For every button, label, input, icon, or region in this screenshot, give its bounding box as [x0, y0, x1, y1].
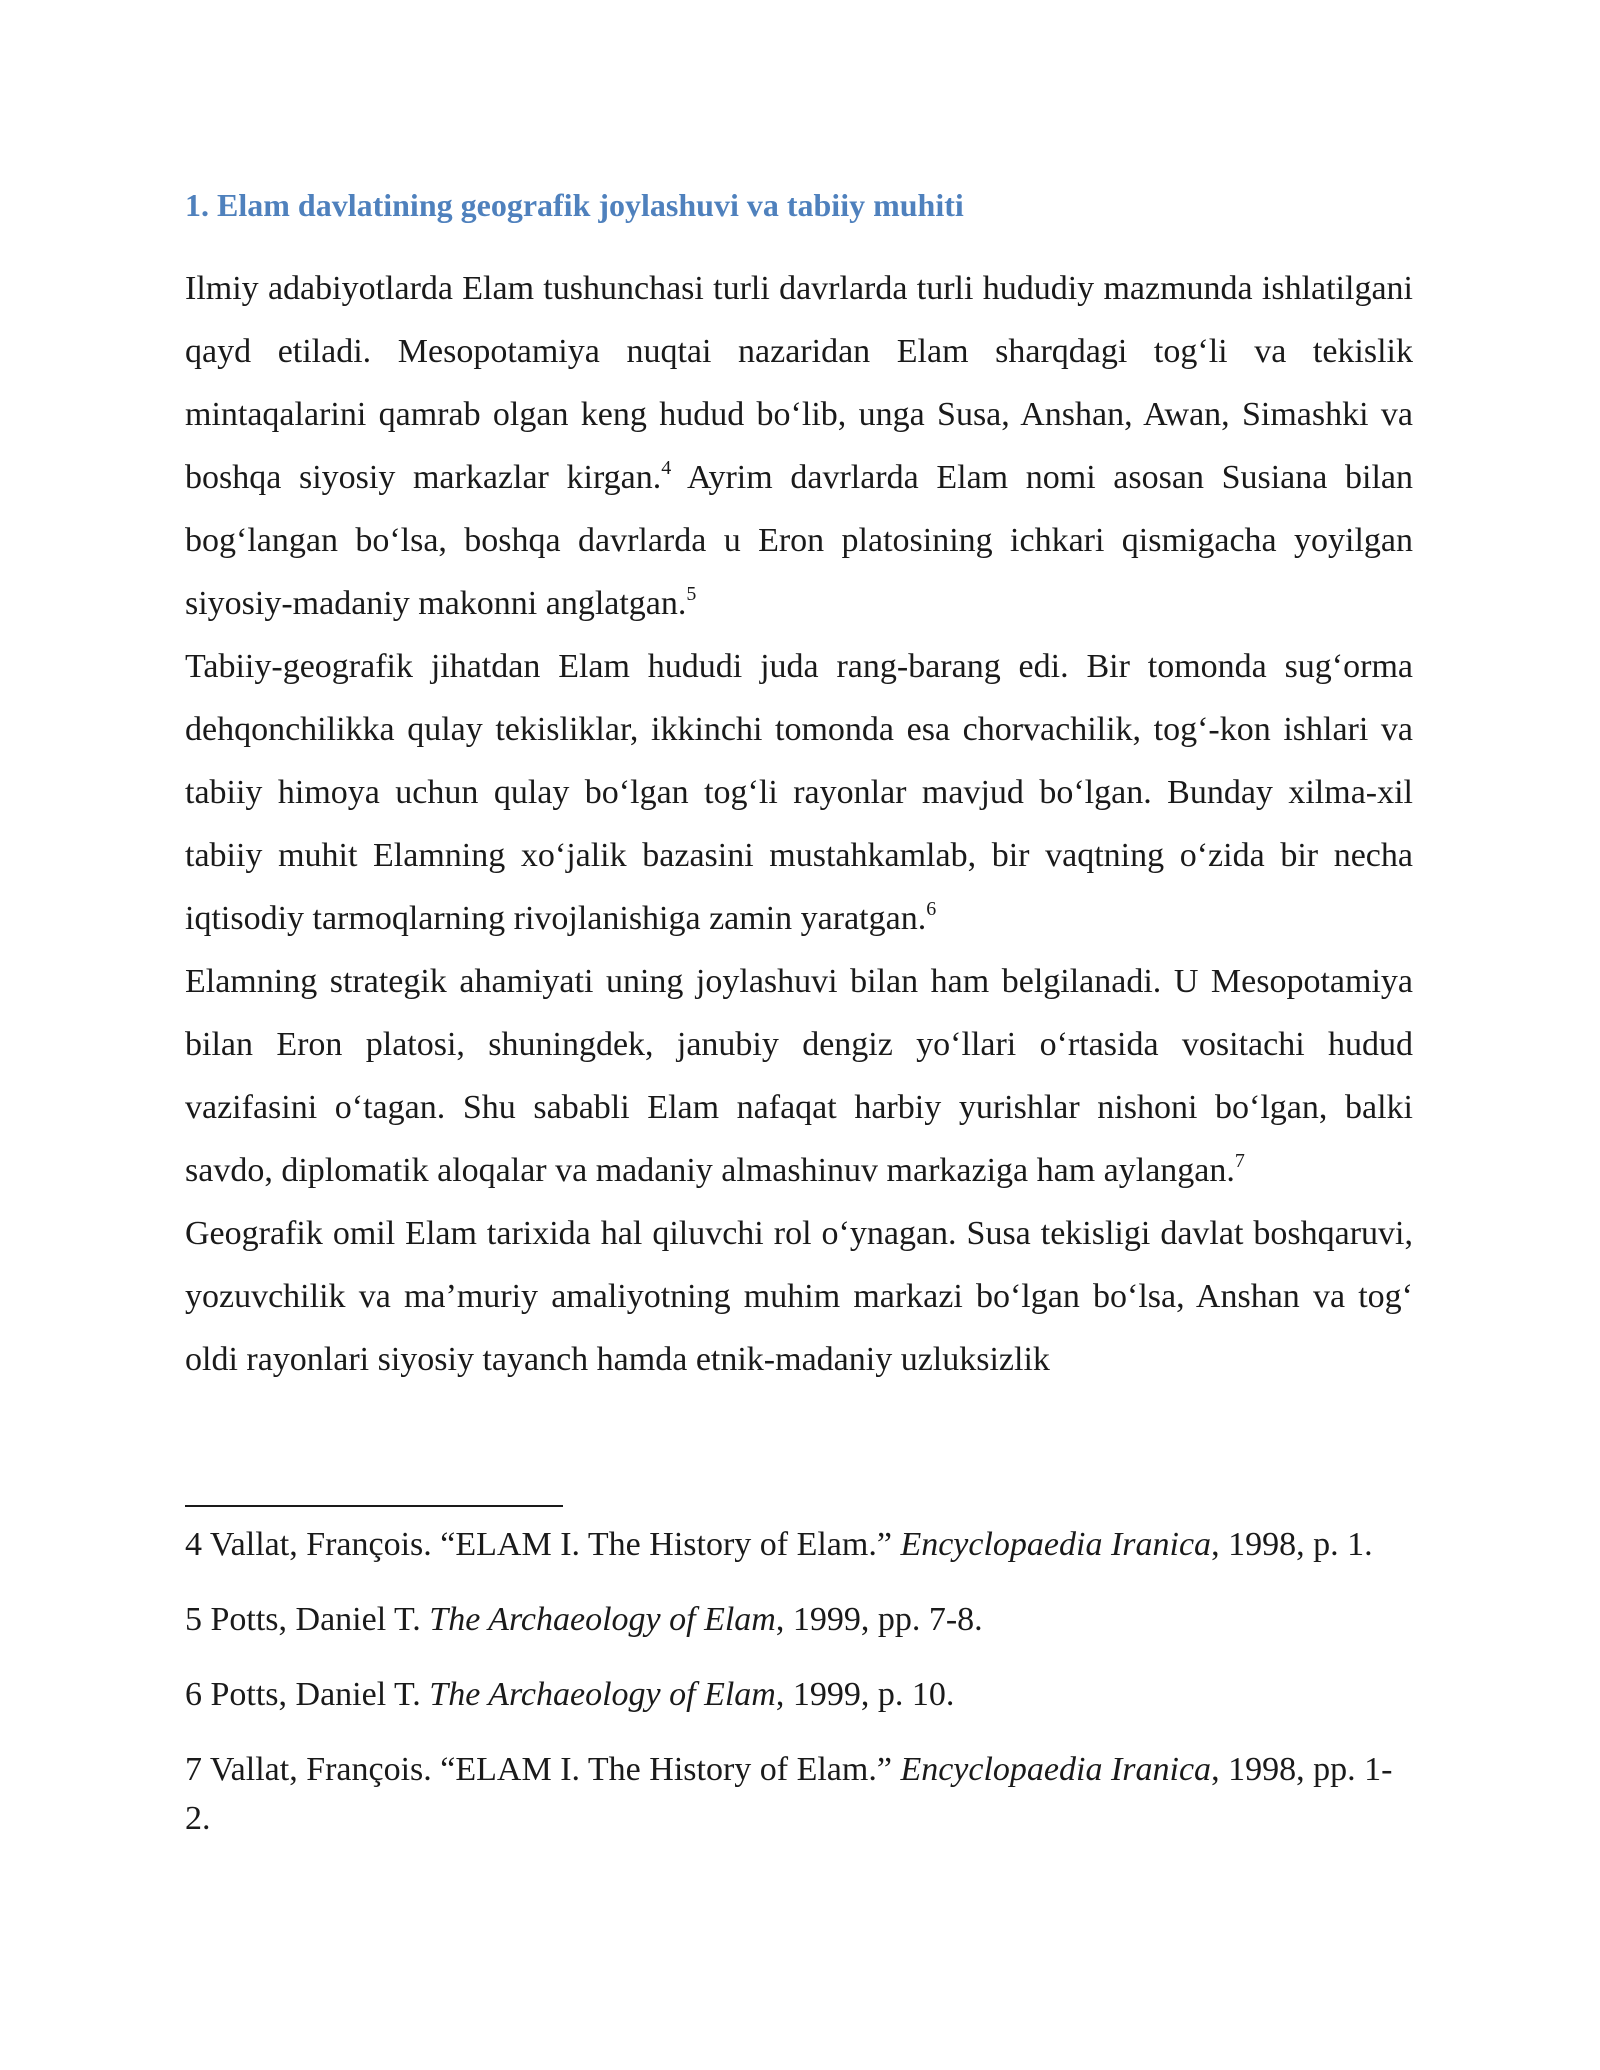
- section-heading: 1. Elam davlatining geografik joylashuvi va tabiiy muhiti: [185, 187, 964, 223]
- footnote-number: 7: [185, 1751, 202, 1788]
- paragraph-4: [185, 1202, 1413, 1391]
- paragraph-2: [185, 635, 1413, 950]
- footnote-text: Potts, Daniel T.: [202, 1601, 430, 1638]
- footnotes: [185, 1520, 1413, 1869]
- footnote-title: Encyclopaedia Iranica: [900, 1751, 1212, 1788]
- footnote-6: [185, 1670, 1413, 1719]
- footnote-4: [185, 1520, 1413, 1569]
- paragraph-1: [185, 257, 1413, 635]
- footnote-title: Encyclopaedia Iranica: [900, 1526, 1212, 1563]
- paragraph-1-text-b: Ayrim davrlarda Elam nomi asosan Susiana bilan bog‘langan bo‘lsa, boshqa davrlarda u Eron platosining ichkari qismigacha yoyilgan siyosiy-madaniy makonni anglatgan.: [185, 459, 1413, 622]
- footnote-text: , 1998, p. 1.: [1211, 1526, 1373, 1563]
- footnote-ref-6[interactable]: 6: [926, 897, 937, 920]
- body-text: [185, 257, 1413, 1391]
- footnote-text: Vallat, François. “ELAM I. The History of Elam.”: [202, 1751, 901, 1788]
- footnote-ref-4[interactable]: 4: [661, 456, 672, 479]
- footnote-text: , 1999, pp. 7-8.: [775, 1601, 983, 1638]
- footnote-text: Potts, Daniel T.: [202, 1676, 430, 1713]
- footnote-number: 6: [185, 1676, 202, 1713]
- paragraph-2-text: Tabiiy-geografik jihatdan Elam hududi juda rang-barang edi. Bir tomonda sug‘orma dehqonchilikka qulay tekisliklar, ikkinchi tomonda esa chorvachilik, tog‘-kon ishlari va tabiiy himoya uchun qulay bo‘lgan tog‘li rayonlar mavjud bo‘lgan. Bunday xilma-xil tabiiy muhit Elamning xo‘jalik bazasini mustahkamlab, bir vaqtning o‘zida bir necha iqtisodiy tarmoqlarning rivojlanishiga zamin yaratgan.: [185, 648, 1413, 937]
- footnote-number: 5: [185, 1601, 202, 1638]
- footnote-7: [185, 1745, 1413, 1843]
- footnote-title: The Archaeology of Elam: [429, 1676, 776, 1713]
- footnote-ref-5[interactable]: 5: [686, 582, 697, 605]
- paragraph-1-text-a: Ilmiy adabiyotlarda Elam tushunchasi turli davrlarda turli hududiy mazmunda ishlatilgani qayd etiladi. Mesopotamiya nuqtai nazaridan Elam sharqdagi tog‘li va tekislik mintaqalarini qamrab olgan keng hudud bo‘lib, unga Susa, Anshan, Awan, Simashki va boshqa siyosiy markazlar kirgan.: [185, 270, 1413, 496]
- paragraph-3-text: Elamning strategik ahamiyati uning joylashuvi bilan ham belgilanadi. U Mesopotamiya bilan Eron platosi, shuningdek, janubiy dengiz yo‘llari o‘rtasida vositachi hudud vazifasini o‘tagan. Shu sababli Elam nafaqat harbiy yurishlar nishoni bo‘lgan, balki savdo, diplomatik aloqalar va madaniy almashinuv markaziga ham aylangan.: [185, 963, 1413, 1189]
- footnote-5: [185, 1595, 1413, 1644]
- footnote-number: 4: [185, 1526, 202, 1563]
- footnote-text: , 1999, p. 10.: [775, 1676, 955, 1713]
- footnote-ref-7[interactable]: 7: [1234, 1149, 1245, 1172]
- footnote-text: , 1998, pp. 1-2.: [185, 1751, 1393, 1837]
- footnote-separator: [185, 1505, 563, 1507]
- footnote-title: The Archaeology of Elam: [429, 1601, 776, 1638]
- paragraph-3: [185, 950, 1413, 1202]
- footnote-text: Vallat, François. “ELAM I. The History of Elam.”: [202, 1526, 901, 1563]
- paragraph-4-text: Geografik omil Elam tarixida hal qiluvchi rol o‘ynagan. Susa tekisligi davlat boshqaruvi, yozuvchilik va ma’muriy amaliyotning muhim markazi bo‘lgan bo‘lsa, Anshan va tog‘ oldi rayonlari siyosiy tayanch hamda etnik-madaniy uzluksizlik: [185, 1215, 1413, 1378]
